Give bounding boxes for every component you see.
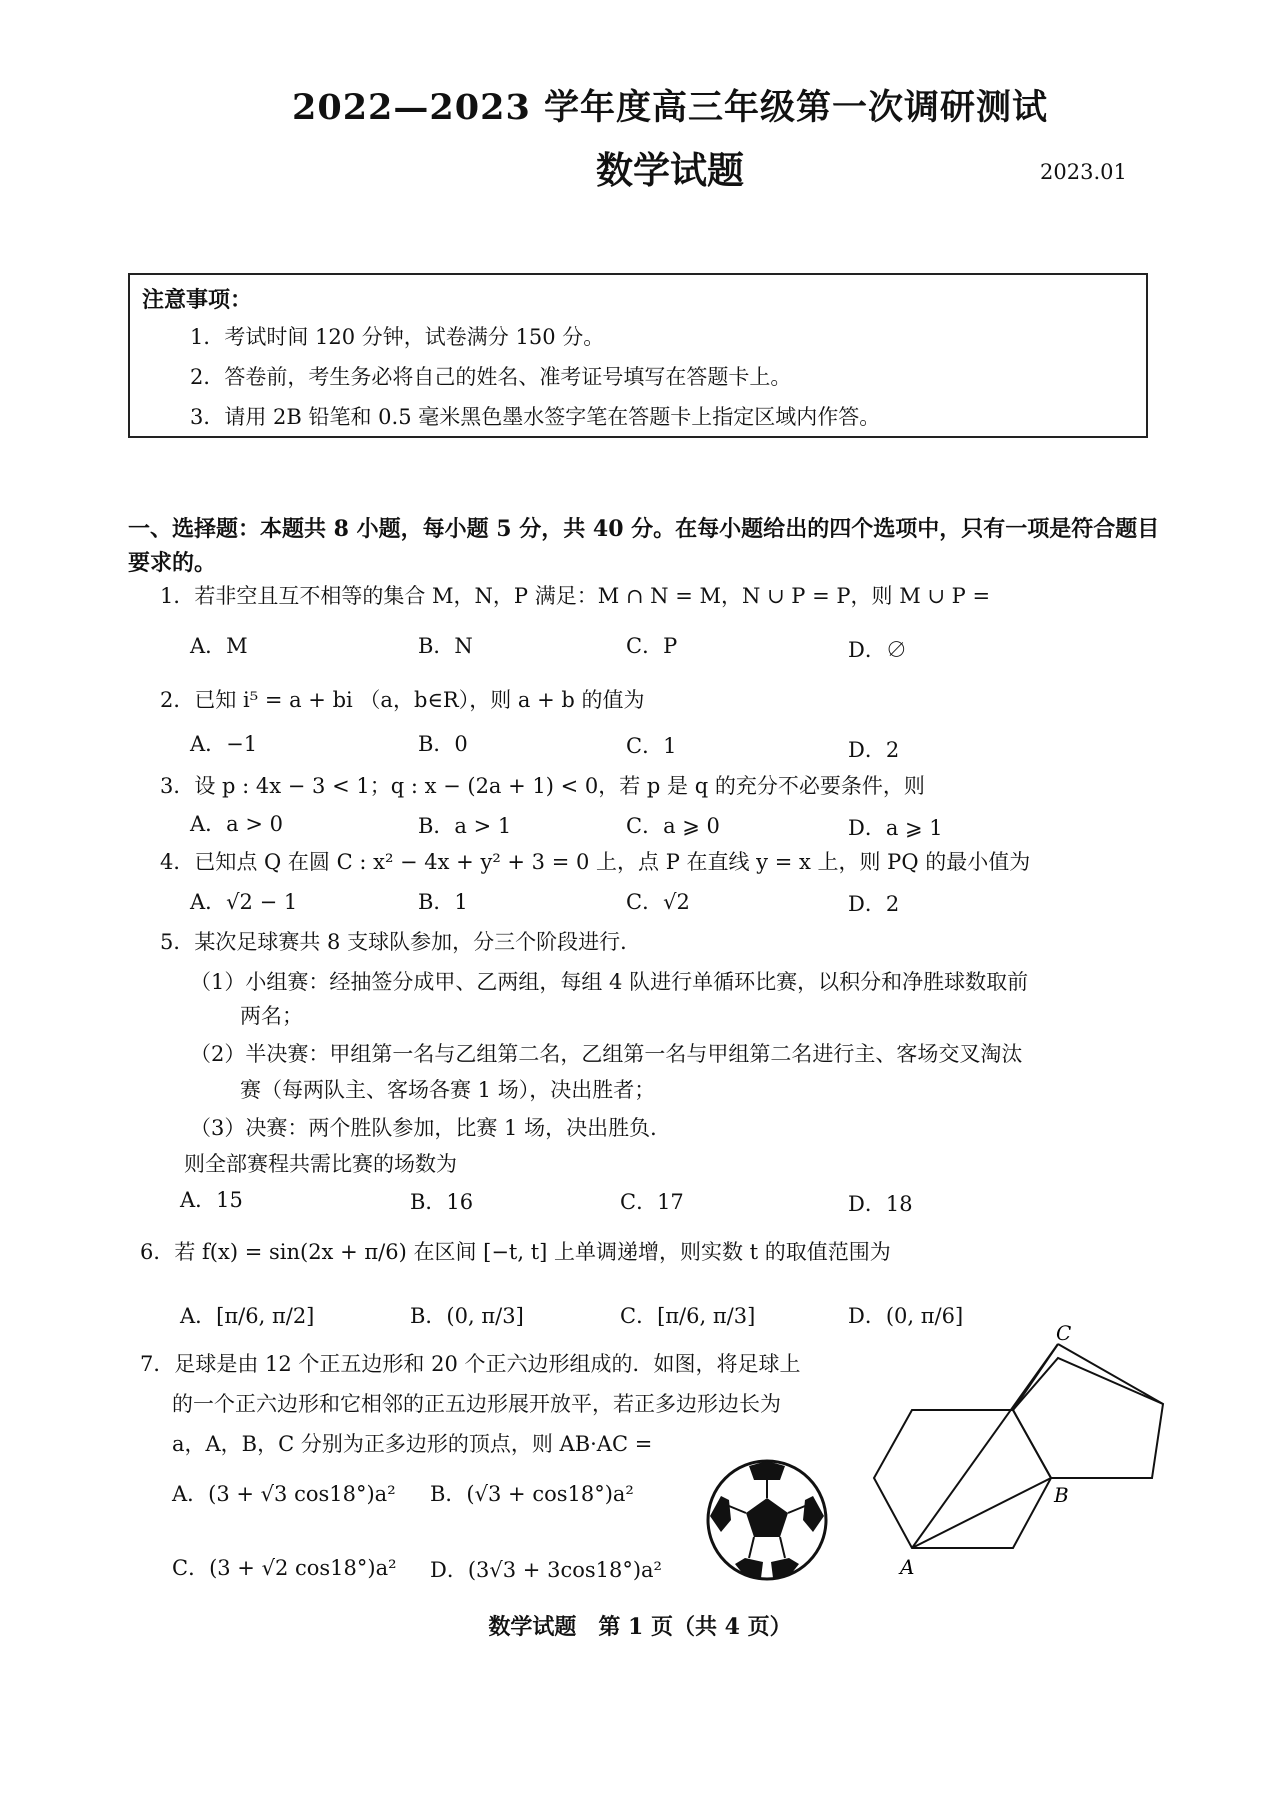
notice-box	[128, 273, 1148, 438]
option: B．1	[418, 890, 468, 914]
notice-item: 2．答卷前，考生务必将自己的姓名、准考证号填写在答题卡上。	[190, 365, 792, 389]
option: D．2	[848, 738, 900, 762]
option: D．(0, π/6]	[848, 1304, 964, 1328]
soccer-ball-image	[705, 1458, 829, 1582]
question-line: （3）决赛：两个胜队参加，比赛 1 场，决出胜负．	[190, 1116, 672, 1140]
question-line: （1）小组赛：经抽签分成甲、乙两组，每组 4 队进行单循环比赛，以积分和净胜球数取前	[190, 970, 1029, 994]
section-heading: 一、选择题：本题共 8 小题，每小题 5 分，共 40 分。在每小题给出的四个选项中，只有一项是符合题目要求的。	[128, 516, 1160, 576]
option: A．M	[190, 634, 248, 658]
polygon-figure	[860, 1318, 1180, 1608]
question-stem: 6．若 f(x) = sin(2x + π/6) 在区间 [−t, t] 上单调递增，则实数 t 的取值范围为	[140, 1240, 891, 1264]
label-B: B	[1054, 1483, 1069, 1507]
notice-item: 1．考试时间 120 分钟，试卷满分 150 分。	[190, 325, 605, 349]
question-stem: 5．某次足球赛共 8 支球队参加，分三个阶段进行．	[160, 930, 642, 954]
question-line: 赛（每两队主、客场各赛 1 场），决出胜者；	[240, 1078, 656, 1102]
option: B．a > 1	[418, 814, 512, 838]
option: D．18	[848, 1192, 913, 1216]
question-stem: 7．足球是由 12 个正五边形和 20 个正六边形组成的．如图，将足球上	[140, 1352, 801, 1376]
option: A．15	[180, 1188, 243, 1212]
option: C．17	[620, 1190, 684, 1214]
option: A．−1	[190, 732, 258, 756]
option: B．16	[410, 1190, 474, 1214]
option: C．(3 + √2 cos18°)a²	[172, 1556, 397, 1580]
page-footer: 数学试题 第 1 页（共 4 页）	[488, 1614, 792, 1640]
label-C: C	[1056, 1321, 1072, 1345]
option: D．∅	[848, 638, 907, 662]
option: D．a ⩾ 1	[848, 816, 943, 840]
label-A: A	[900, 1555, 915, 1579]
exam-date: 2023.01	[1040, 160, 1127, 184]
question-stem: 2．已知 i⁵ = a + bi （a，b∈R），则 a + b 的值为	[160, 688, 645, 712]
question-stem: 4．已知点 Q 在圆 C : x² − 4x + y² + 3 = 0 上，点 P 在直线 y = x 上，则 PQ 的最小值为	[160, 850, 1031, 874]
option: B．(0, π/3]	[410, 1304, 524, 1328]
question-stem: a，A，B，C 分别为正多边形的顶点，则 AB·AC =	[172, 1432, 653, 1456]
option: C．P	[626, 634, 678, 658]
option: A．[π/6, π/2]	[180, 1304, 315, 1328]
exam-title: 2022—2023 学年度高三年级第一次调研测试	[291, 87, 1048, 128]
option: C．a ⩾ 0	[626, 814, 720, 838]
option: B．N	[418, 634, 473, 658]
option: A．(3 + √3 cos18°)a²	[172, 1482, 396, 1506]
notice-title: 注意事项：	[142, 287, 253, 313]
question-stem: 3．设 p : 4x − 3 < 1；q : x − (2a + 1) < 0，若 p 是 q 的充分不必要条件，则	[160, 774, 925, 798]
option: C．[π/6, π/3]	[620, 1304, 756, 1328]
notice-item: 3．请用 2B 铅笔和 0.5 毫米黑色墨水签字笔在答题卡上指定区域内作答。	[190, 405, 881, 429]
option: C．1	[626, 734, 677, 758]
question-line: 则全部赛程共需比赛的场数为	[184, 1152, 457, 1176]
option: D．(3√3 + 3cos18°)a²	[430, 1558, 662, 1582]
question-line: （2）半决赛：甲组第一名与乙组第二名，乙组第一名与甲组第二名进行主、客场交叉淘汰	[190, 1042, 1023, 1066]
option: B．0	[418, 732, 468, 756]
option: A．√2 − 1	[190, 890, 298, 914]
option: A．a > 0	[190, 812, 283, 836]
question-stem: 的一个正六边形和它相邻的正五边形展开放平，若正多边形边长为	[172, 1392, 781, 1416]
option: D．2	[848, 892, 900, 916]
option: B．(√3 + cos18°)a²	[430, 1482, 634, 1506]
subject-title: 数学试题	[596, 148, 744, 192]
question-stem: 1．若非空且互不相等的集合 M，N，P 满足：M ∩ N = M，N ∪ P = P，则 M ∪ P =	[160, 584, 991, 608]
question-line: 两名；	[240, 1004, 303, 1028]
option: C．√2	[626, 890, 690, 914]
